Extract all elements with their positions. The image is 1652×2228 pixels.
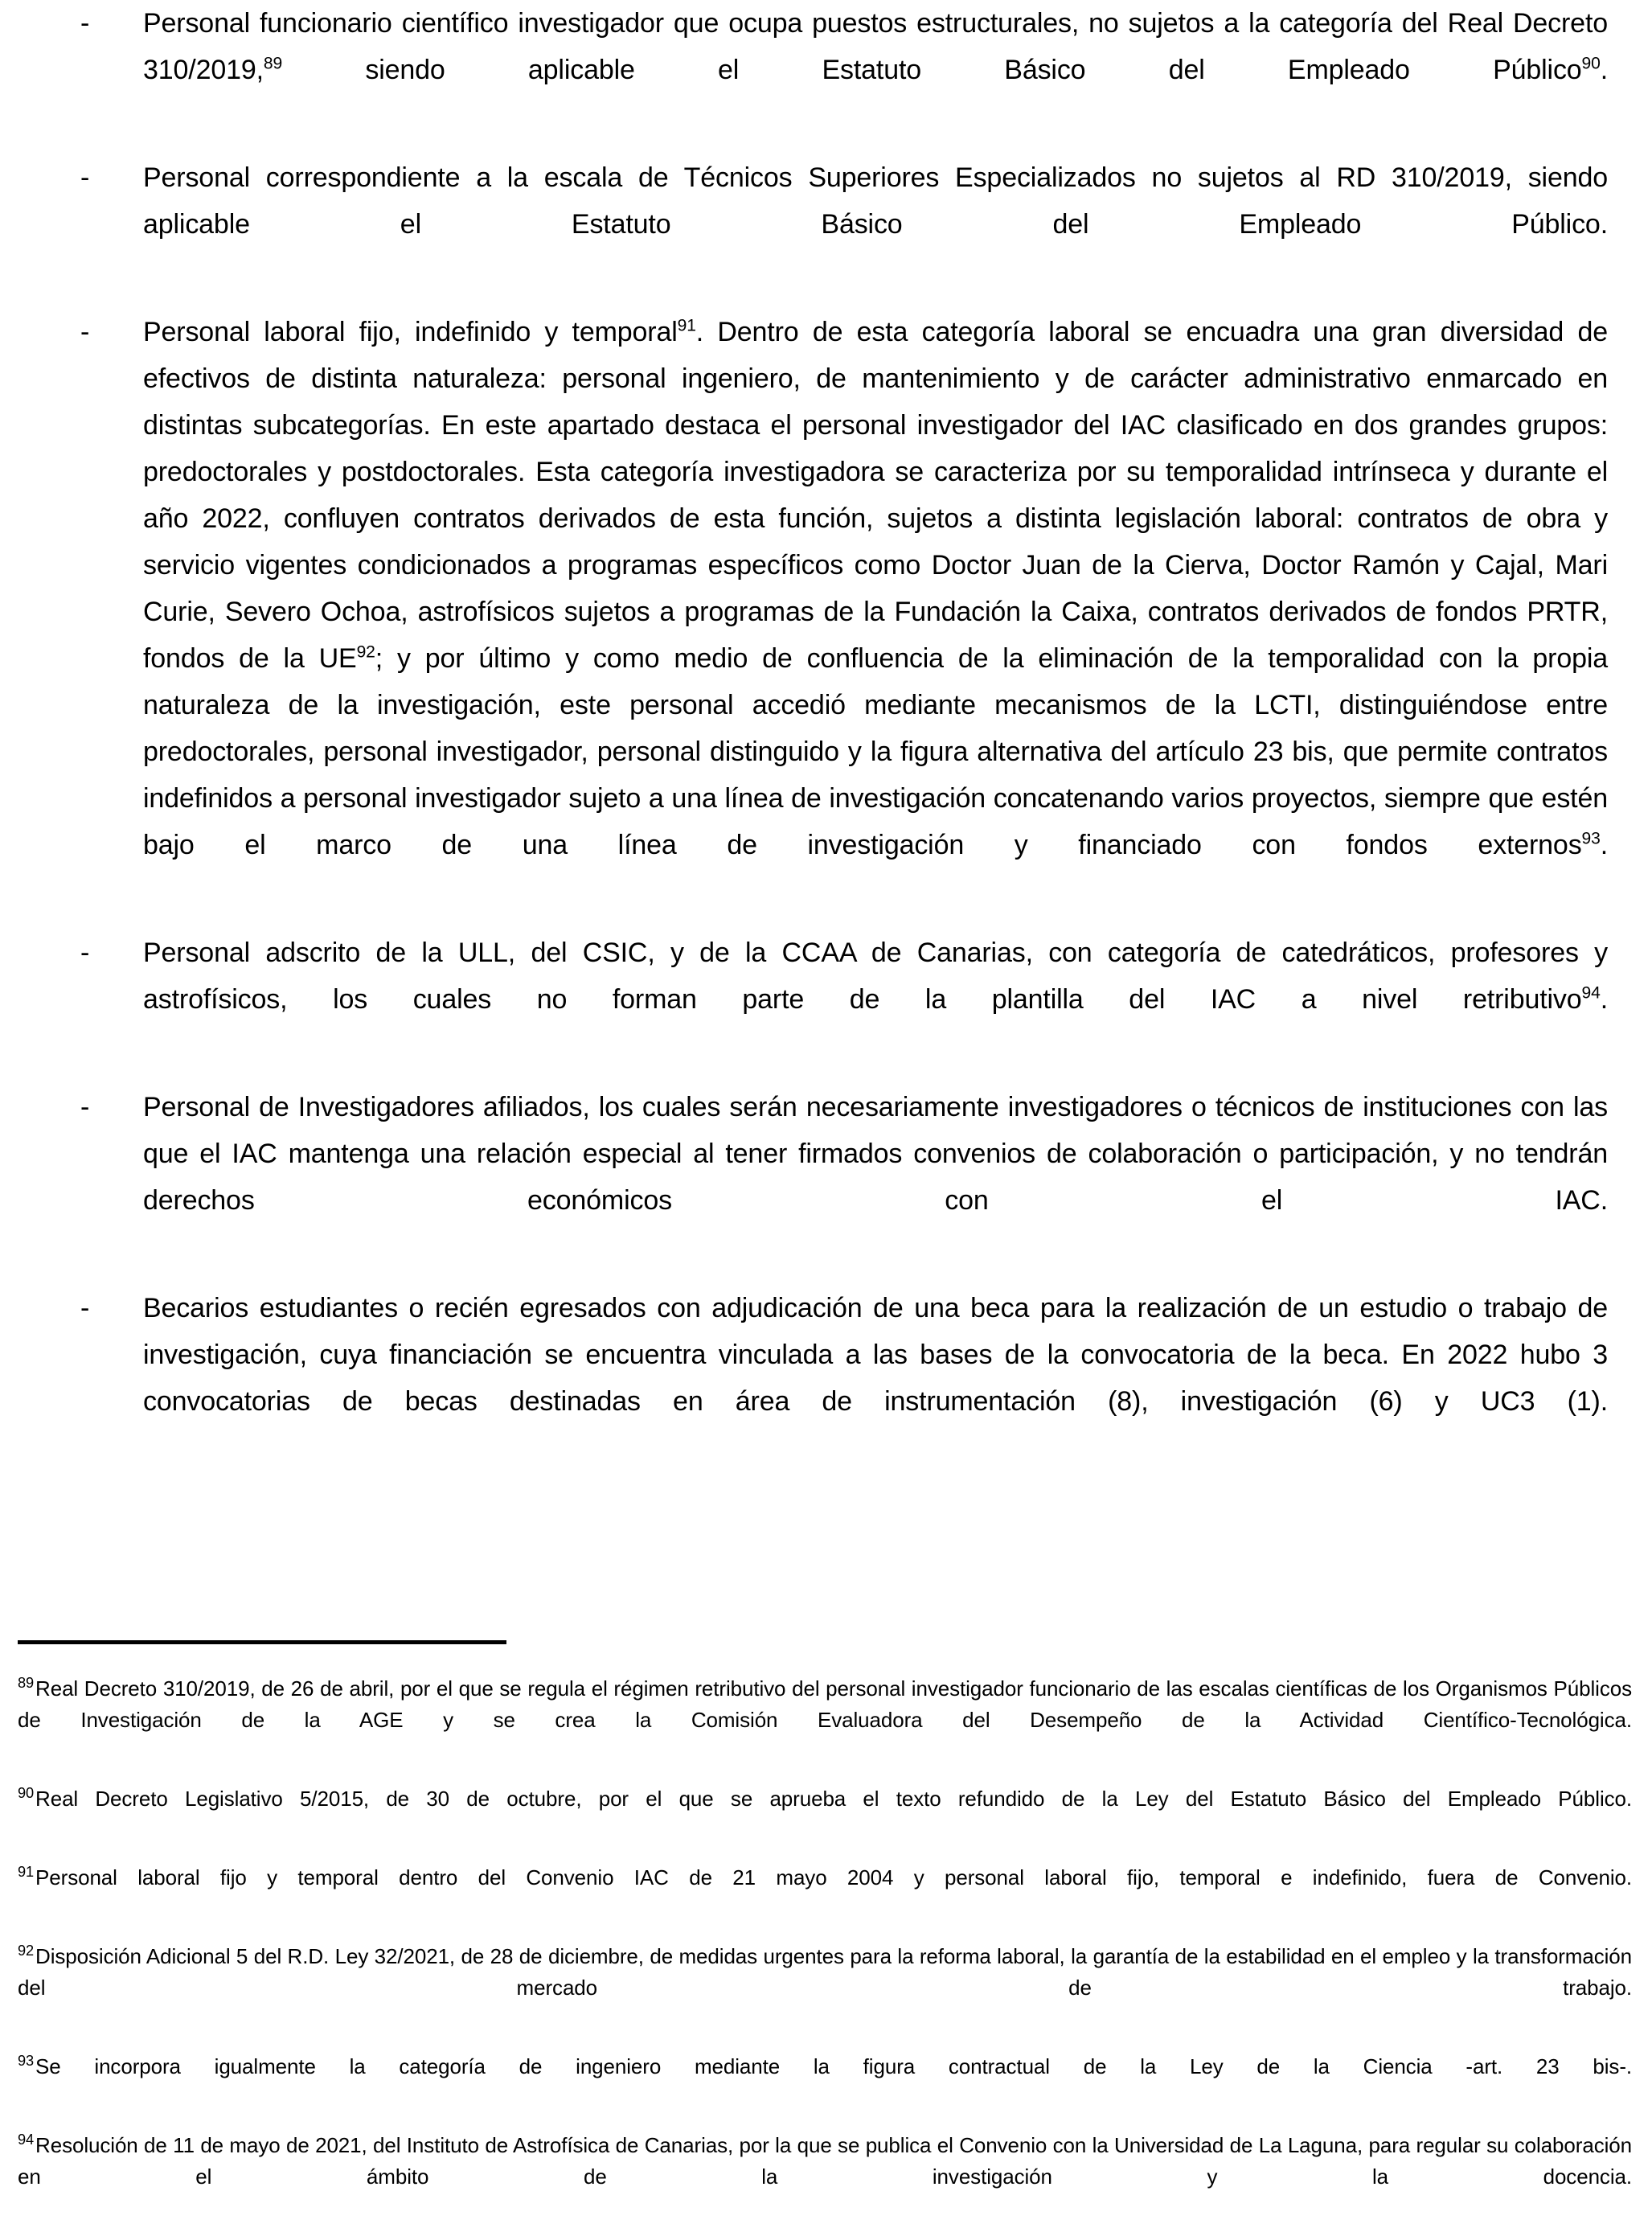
footnote-item [18,2130,1632,2224]
text-segment: . Dentro de esta categoría laboral se encuadra una gran diversidad de efectivos de distinta naturaleza: personal ingeniero, de mantenimiento y de carácter administrativo enmarcado en distintas subcategorías. En este apartado destaca el personal investigador del IAC clasificado en dos grandes grupos: predoctorales y postdoctorales. Esta categoría investigadora se caracteriza por su temporalidad intrínseca y durante el año 2022, confluyen contratos derivados de esta función, sujetos a distinta legislación laboral: contratos de obra y servicio vigentes condicionados a programas específicos como Doctor Juan de la Cierva, Doctor Ramón y Cajal, Mari Curie, Severo Ochoa, astrofísicos sujetos a programas de la Fundación la Caixa, contratos derivados de fondos PRTR, fondos de la UE [143,317,1608,674]
bullet-marker: - [80,162,90,193]
text-segment: Personal de Investigadores afiliados, los cuales serán necesariamente investigadores o técnicos de instituciones con las que el IAC mantenga una relación especial al tener firmados convenios de colaboración o participación, y no tendrán derechos económicos con el IAC. [143,1092,1608,1216]
list-item-text [143,154,1608,294]
bullet-marker: - [80,8,90,39]
list-item-text [143,1285,1608,1471]
footnote-area [0,1640,1652,2224]
text-segment: . [1600,984,1608,1015]
footnote-number-90: 90 [18,1785,35,1802]
list-item [0,1285,1652,1471]
bullet-marker: - [80,1092,90,1122]
footnote-separator-rule [18,1640,506,1644]
footnote-item [18,1673,1632,1767]
list-item-text [143,929,1608,1069]
footnote-text: Personal laboral fijo y temporal dentro del Convenio IAC de 21 mayo 2004 y personal laboral fijo, temporal e indefinido, fuera de Convenio. [35,1865,1632,1889]
footnote-ref-92[interactable]: 92 [356,642,375,662]
bullet-marker: - [80,1293,90,1323]
text-segment: siendo aplicable el Estatuto Básico del Empleado Público [282,55,1582,85]
footnote-ref-94[interactable]: 94 [1581,983,1601,1003]
text-segment: Becarios estudiantes o recién egresados con adjudicación de una beca para la realización de un estudio o trabajo de investigación, cuya financiación se encuentra vinculada a las bases de la convocatoria de la beca. En 2022 hubo 3 convocatorias de becas destinadas en área de instrumentación (8), investigación (6) y UC3 (1). [143,1293,1608,1417]
footnote-item [18,2051,1632,2114]
text-segment: Personal funcionario científico investigador que ocupa puestos estructurales, no sujetos a la categoría del Real Decreto 310/2019, [143,8,1608,85]
bullet-marker: - [80,317,90,347]
footnote-ref-91[interactable]: 91 [677,316,696,335]
text-segment: . [1600,830,1608,860]
list-item [0,309,1652,915]
footnote-number-92: 92 [18,1943,35,1959]
list-item-text [143,309,1608,915]
footnote-ref-93[interactable]: 93 [1581,829,1601,848]
text-segment: Personal laboral fijo, indefinido y temporal [143,317,678,347]
footnote-text: Se incorpora igualmente la categoría de ingeniero mediante la figura contractual de la Ley de la Ciencia -art. 23 bis-. [35,2054,1632,2078]
footnote-number-93: 93 [18,2053,35,2070]
list-item-text [143,1084,1608,1270]
list-item [0,0,1652,140]
footnote-item [18,1941,1632,2035]
text-segment: . [1600,55,1608,85]
text-segment: Personal correspondiente a la escala de Técnicos Superiores Especializados no sujetos al RD 310/2019, siendo aplicable el Estatuto Básico del Empleado Público. [143,162,1608,240]
footnote-list [0,1673,1652,2224]
footnote-text: Real Decreto 310/2019, de 26 de abril, por el que se regula el régimen retributivo del personal investigador funcionario de las escalas científicas de los Organismos Públicos de Investigación de la AGE y se crea la Comisión Evaluadora del Desempeño de la Actividad Científico-Tecnológica. [18,1676,1632,1732]
text-segment: ; y por último y como medio de confluencia de la eliminación de la temporalidad con la propia naturaleza de la investigación, este personal accedió mediante mecanismos de la LCTI, distinguiéndose entre predoctorales, personal investigador, personal distinguido y la figura alternativa del artículo 23 bis, que permite contratos indefinidos a personal investigador sujeto a una línea de investigación concatenando varios proyectos, siempre que estén bajo el marco de una línea de investigación y financiado con fondos externos [143,643,1608,860]
list-item [0,154,1652,294]
footnote-number-91: 91 [18,1864,35,1881]
bullet-marker: - [80,938,90,968]
footnote-item [18,1862,1632,1925]
list-item [0,929,1652,1069]
footnote-text: Resolución de 11 de mayo de 2021, del Instituto de Astrofísica de Canarias, por la que se publica el Convenio con la Universidad de La Laguna, para regular su colaboración en el ámbito de la investigación y la docencia. [18,2133,1632,2189]
footnote-item [18,1783,1632,1846]
list-item-text [143,0,1608,140]
footnote-ref-90[interactable]: 90 [1581,54,1601,73]
footnote-ref-89[interactable]: 89 [263,54,283,73]
text-segment: Personal adscrito de la ULL, del CSIC, y de la CCAA de Canarias, con categoría de catedráticos, profesores y astrofísicos, los cuales no forman parte de la plantilla del IAC a nivel retributivo [143,938,1608,1015]
footnote-number-94: 94 [18,2132,35,2148]
footnote-number-89: 89 [18,1675,35,1692]
footnote-text: Disposición Adicional 5 del R.D. Ley 32/2021, de 28 de diciembre, de medidas urgentes para la reforma laboral, la garantía de la estabilidad en el empleo y la transformación del mercado de trabajo. [18,1944,1632,2000]
footnote-text: Real Decreto Legislativo 5/2015, de 30 de octubre, por el que se aprueba el texto refundido de la Ley del Estatuto Básico del Empleado Público. [35,1787,1632,1811]
list-item [0,1084,1652,1270]
